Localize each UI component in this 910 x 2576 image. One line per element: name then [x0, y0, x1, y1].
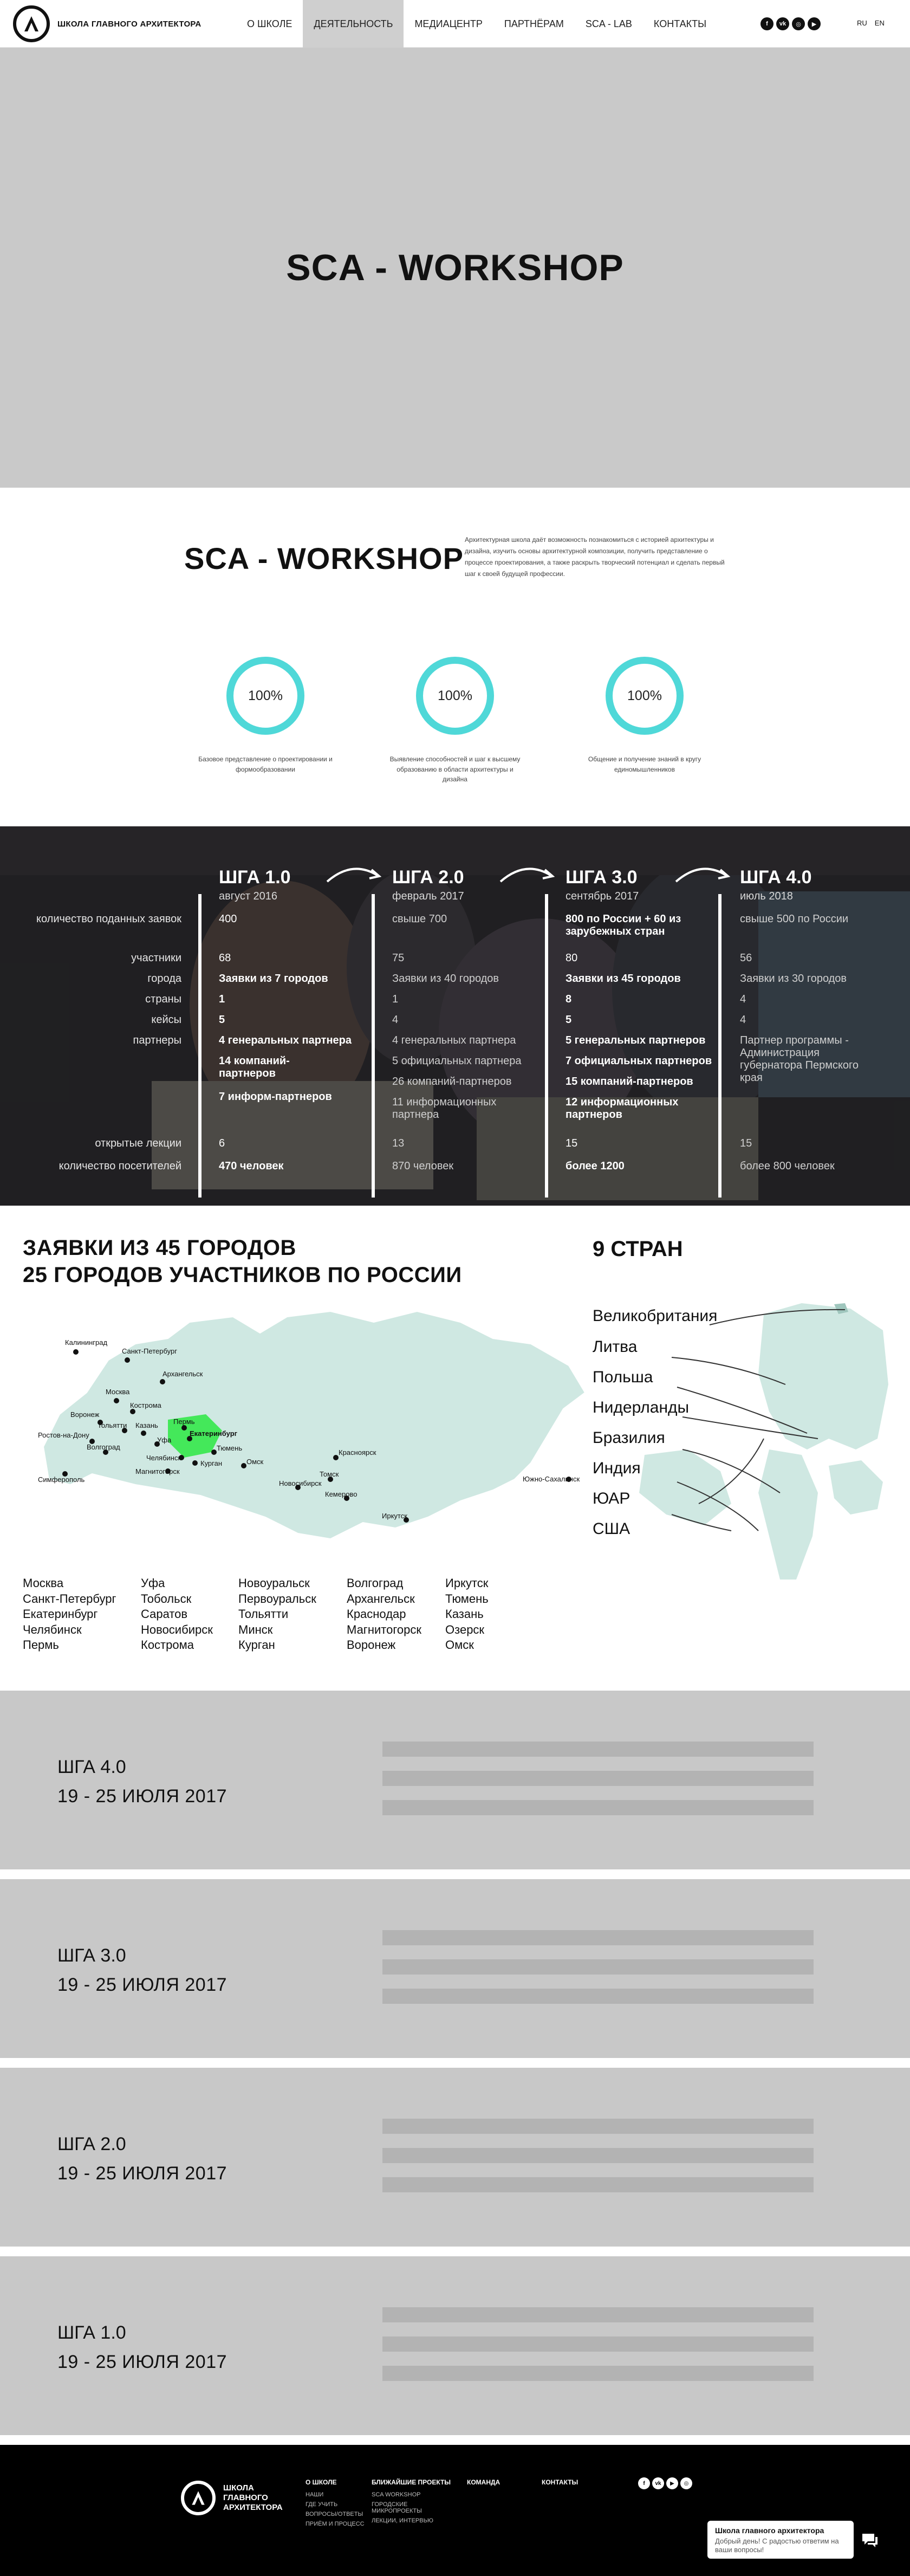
stat-value: 1	[392, 993, 399, 1005]
applications-heading: ЗАЯВКИ ИЗ 45 ГОРОДОВ	[23, 1236, 296, 1260]
placeholder-bar	[382, 2366, 814, 2381]
row-label: страны	[145, 993, 181, 1005]
progress-ring: 100%	[416, 657, 494, 735]
column-title: ШГА 3.0	[566, 867, 638, 888]
placeholder-bar	[382, 1742, 814, 1757]
city-name: Новосибирск	[141, 1622, 213, 1636]
stat-circle-caption: Выявление способностей и шаг к высшему образованию в области архитектуры и дизайна	[389, 755, 521, 784]
chat-bubble-icon[interactable]	[860, 2530, 880, 2550]
stat-value: свыше 700	[392, 913, 447, 925]
stat-value: 12 информационных партнеров	[566, 1096, 679, 1121]
city-name: Минск	[238, 1622, 273, 1636]
instagram-icon[interactable]: ◎	[792, 17, 805, 30]
chat-title: Школа главного архитектора	[715, 2526, 824, 2535]
row-label: города	[147, 973, 181, 985]
stat-value: 4	[740, 1014, 746, 1026]
placeholder-bar	[382, 2148, 814, 2163]
placeholder-bar	[382, 1930, 814, 1945]
stat-value: 7 информ-партнеров	[219, 1091, 332, 1103]
column-date: сентябрь 2017	[566, 890, 639, 902]
lang-ru[interactable]: RU	[857, 19, 867, 27]
intro-section	[0, 488, 910, 826]
map-city-label: Томск	[320, 1470, 339, 1478]
city-name: Пермь	[23, 1638, 59, 1652]
facebook-icon[interactable]: f	[638, 2477, 650, 2489]
arrow-icon	[674, 863, 733, 885]
nav-item-activity[interactable]: ДЕЯТЕЛЬНОСТЬ	[303, 0, 404, 48]
map-city-label: Воронеж	[70, 1410, 100, 1419]
city-name: Омск	[445, 1638, 474, 1652]
map-city-label: Екатеринбург	[190, 1429, 238, 1438]
nav-item-media[interactable]: МЕДИАЦЕНТР	[414, 18, 483, 29]
city-name: Челябинск	[23, 1622, 82, 1636]
country-label: Нидерланды	[593, 1399, 690, 1416]
city-name: Курган	[238, 1638, 275, 1652]
map-city-label: Москва	[106, 1388, 130, 1396]
stat-value: 5 генеральных партнеров	[566, 1034, 706, 1046]
youtube-icon[interactable]: ▶	[666, 2477, 678, 2489]
city-name: Озерск	[445, 1622, 485, 1636]
footer-socials	[638, 2477, 692, 2489]
stat-value: 4	[740, 993, 746, 1005]
stat-value: 400	[219, 913, 237, 925]
placeholder-bar	[382, 2119, 814, 2134]
event-date: 19 - 25 ИЮЛЯ 2017	[57, 2163, 227, 2184]
nav-item-partners[interactable]: ПАРТНЁРАМ	[504, 18, 564, 29]
footer-logo[interactable]	[181, 2481, 294, 2515]
stat-value: Заявки из 40 городов	[392, 973, 499, 985]
map-city-label: Красноярск	[339, 1448, 376, 1457]
arrow-icon	[498, 863, 558, 885]
map-city-label: Уфа	[157, 1436, 172, 1444]
hero-title: SCA - WORKSHOP	[286, 247, 624, 288]
map-city-label: Пермь	[173, 1418, 195, 1426]
placeholder-bar	[382, 1771, 814, 1786]
row-label: участники	[131, 952, 181, 964]
nav-item-about[interactable]: О ШКОЛЕ	[247, 18, 292, 29]
map-city-label: Курган	[200, 1459, 223, 1467]
stat-value: 6	[219, 1137, 225, 1149]
city-name: Москва	[23, 1576, 64, 1590]
column-date: июль 2018	[740, 890, 793, 902]
chat-text: Добрый день! С радостью ответим на ваши вопросы!	[715, 2537, 839, 2554]
column-divider	[718, 894, 722, 1198]
country-label: ЮАР	[593, 1490, 630, 1507]
stat-value: Партнер программы - Администрация губернатора Пермского края	[740, 1034, 859, 1084]
arrow-icon	[325, 863, 385, 885]
footer-column-head[interactable]: БЛИЖАЙШИЕ ПРОЕКТЫ	[372, 2478, 451, 2486]
stat-value: 13	[392, 1137, 405, 1149]
map-city-label: Тольятти	[98, 1421, 127, 1429]
youtube-icon[interactable]: ▶	[808, 17, 821, 30]
placeholder-bar	[382, 1800, 814, 1815]
stat-value: 800 по России + 60 из зарубежных стран	[566, 913, 681, 937]
map-city-label: Кострома	[130, 1401, 161, 1409]
placeholder-bar	[382, 1959, 814, 1975]
row-label: кейсы	[151, 1014, 181, 1026]
city-name: Тобольск	[141, 1591, 192, 1606]
stat-value: более 1200	[566, 1160, 625, 1172]
row-label: количество посетителей	[58, 1160, 181, 1172]
country-label: Литва	[593, 1338, 638, 1356]
city-name: Уфа	[141, 1576, 165, 1590]
site-header	[0, 0, 910, 48]
stat-value: 8	[566, 993, 572, 1005]
stat-value: 5 официальных партнера	[392, 1055, 522, 1067]
placeholder-bar	[382, 2336, 814, 2352]
event-name: ШГА 4.0	[57, 1757, 126, 1777]
city-name: Первоуральск	[238, 1591, 316, 1606]
progress-ring: 100%	[226, 657, 304, 735]
chat-widget[interactable]	[707, 2521, 854, 2559]
main-nav	[236, 0, 717, 48]
country-label: США	[593, 1520, 630, 1538]
site-footer	[0, 2445, 910, 2576]
map-city-label: Южно-Сахалинск	[523, 1475, 580, 1483]
stat-value: 15	[566, 1137, 578, 1149]
header-socials	[760, 17, 821, 30]
country-label: Бразилия	[593, 1429, 665, 1447]
stat-value: 7 официальных партнеров	[566, 1055, 712, 1067]
footer-column	[542, 2478, 578, 2491]
map-city-label: Магнитогорск	[135, 1467, 180, 1475]
geography-section	[0, 1206, 910, 1691]
stat-value: Заявки из 7 городов	[219, 973, 328, 985]
language-switcher	[857, 19, 885, 27]
nav-item-lab[interactable]: SCA - LAB	[585, 18, 632, 29]
russia-map	[27, 1300, 590, 1561]
stat-circle	[195, 657, 336, 774]
city-name: Кострома	[141, 1638, 194, 1652]
city-name: Тюмень	[445, 1591, 489, 1606]
footer-link[interactable]: ГОРОДСКИЕ МИКРОПРОЕКТЫ	[372, 2501, 422, 2514]
column-date: август 2016	[219, 890, 278, 902]
city-list-column	[347, 1576, 421, 1653]
stat-value: 1	[219, 993, 225, 1005]
city-name: Казань	[445, 1607, 484, 1621]
row-label: количество поданных заявок	[36, 913, 181, 925]
city-name: Екатеринбург	[23, 1607, 98, 1621]
instagram-icon[interactable]: ◎	[680, 2477, 692, 2489]
footer-column	[467, 2478, 500, 2491]
city-list-column	[23, 1576, 116, 1653]
intro-text: Архитектурная школа даёт возможность познакомиться с историей архитектуры и дизайна, изучить основы архитектурной композиции, получить представление о процессе проектирования, а также раскрыть творческий потенциал и сделать первый шаг к своей будущей профессии.	[465, 536, 725, 578]
country-label: Польша	[593, 1368, 653, 1386]
hero-banner	[0, 48, 910, 488]
stat-value: 56	[740, 952, 752, 964]
stat-value: 5	[566, 1014, 572, 1026]
map-city-label: Иркутск	[382, 1512, 407, 1520]
city-name: Архангельск	[347, 1591, 415, 1606]
event-name: ШГА 3.0	[57, 1945, 126, 1966]
map-city-label: Симферополь	[38, 1475, 85, 1484]
stats-section	[0, 826, 910, 1206]
footer-link[interactable]: ПРИЁМ И ПРОЦЕСС	[306, 2520, 365, 2527]
event-date: 19 - 25 ИЮЛЯ 2017	[57, 1975, 227, 1995]
vk-icon[interactable]: vk	[776, 17, 789, 30]
column-divider	[372, 894, 375, 1198]
event-name: ШГА 2.0	[57, 2134, 126, 2154]
stat-value: 870 человек	[392, 1160, 454, 1172]
footer-column-head[interactable]: КОНТАКТЫ	[542, 2478, 578, 2486]
intro-title: SCA - WORKSHOP	[184, 541, 464, 575]
city-name: Иркутск	[445, 1576, 489, 1590]
city-name: Новоуральск	[238, 1576, 310, 1590]
stat-value: 4	[392, 1014, 399, 1026]
progress-ring: 100%	[606, 657, 684, 735]
footer-link[interactable]: ГДЕ УЧИТЬ	[306, 2501, 338, 2508]
logo-title: ШКОЛА ГЛАВНОГО АРХИТЕКТОРА	[57, 19, 202, 29]
stats-column-4	[740, 867, 902, 1172]
stat-value: 4 генеральных партнера	[219, 1034, 352, 1046]
stat-value: Заявки из 45 городов	[566, 973, 681, 985]
map-city-label: Омск	[246, 1458, 264, 1466]
column-title: ШГА 2.0	[392, 867, 464, 888]
placeholder-bar	[382, 2307, 814, 2322]
map-city-label: Новосибирск	[279, 1479, 322, 1487]
country-label: Великобритания	[593, 1307, 718, 1325]
map-city-label: Калининград	[65, 1338, 108, 1347]
city-name: Волгоград	[347, 1576, 404, 1590]
lang-en[interactable]: EN	[874, 19, 885, 27]
cities-heading: 25 ГОРОДОВ УЧАСТНИКОВ ПО РОССИИ	[23, 1263, 462, 1287]
footer-link[interactable]: ВОПРОСЫ/ОТВЕТЫ	[306, 2510, 363, 2517]
stat-value: 75	[392, 952, 405, 964]
map-city-label: Архангельск	[162, 1370, 203, 1378]
column-title: ШГА 4.0	[740, 867, 812, 888]
map-city-label: Кемерово	[325, 1490, 358, 1498]
event-card[interactable]	[0, 1691, 910, 1869]
city-name: Воронеж	[347, 1638, 396, 1652]
map-city-label: Волгоград	[87, 1443, 120, 1451]
stat-value: 26 компаний-партнеров	[392, 1076, 512, 1088]
stat-value: 68	[219, 952, 231, 964]
footer-column-head[interactable]: КОМАНДА	[467, 2478, 500, 2486]
logo-icon	[181, 2481, 216, 2515]
placeholder-bar	[382, 2177, 814, 2192]
row-label: партнеры	[133, 1034, 181, 1046]
stat-value: 4 генеральных партнера	[392, 1034, 516, 1046]
facebook-icon[interactable]: f	[760, 17, 774, 30]
column-date: февраль 2017	[392, 890, 464, 902]
event-date: 19 - 25 ИЮЛЯ 2017	[57, 2352, 227, 2372]
city-name: Магнитогорск	[347, 1622, 421, 1636]
stat-value: более 800 человек	[740, 1160, 835, 1172]
stat-value: 11 информационных партнера	[392, 1096, 497, 1121]
column-divider	[545, 894, 548, 1198]
footer-link[interactable]: ЛЕКЦИИ, ИНТЕРВЬЮ	[372, 2517, 433, 2524]
city-list-column	[238, 1576, 316, 1653]
column-divider	[198, 894, 202, 1198]
map-city-label: Санкт-Петербург	[122, 1347, 177, 1355]
footer-column-head[interactable]: О ШКОЛЕ	[306, 2478, 337, 2486]
city-list-column	[141, 1576, 213, 1653]
stat-value: 80	[566, 952, 578, 964]
stat-circle-caption: Базовое представление о проектировании и формообразовании	[198, 755, 333, 773]
city-name: Саратов	[141, 1607, 188, 1621]
logo-icon	[13, 5, 50, 42]
stat-value: свыше 500 по России	[740, 913, 849, 925]
stat-circle	[385, 657, 525, 785]
event-card[interactable]	[0, 2068, 910, 2247]
map-city-label: Челябинск	[146, 1454, 181, 1462]
city-list-column	[445, 1576, 489, 1653]
countries-heading: 9 СТРАН	[593, 1237, 683, 1261]
footer-column	[372, 2478, 453, 2527]
footer-link[interactable]: SCA WORKSHOP	[372, 2491, 421, 2498]
vk-icon[interactable]: vk	[652, 2477, 664, 2489]
map-city-label: Ростов-на-Дону	[38, 1431, 89, 1439]
map-city-label: Казань	[135, 1421, 158, 1429]
footer-logo-title: ШКОЛА ГЛАВНОГО АРХИТЕКТОРА	[223, 2483, 283, 2512]
stat-value: 14 компаний-партнеров	[219, 1055, 290, 1079]
event-card[interactable]	[0, 1879, 910, 2058]
stat-value: 15	[740, 1137, 752, 1149]
city-name: Санкт-Петербург	[23, 1591, 116, 1606]
placeholder-bar	[382, 1989, 814, 2004]
stat-value: 5	[219, 1014, 225, 1026]
footer-link[interactable]: НАШИ	[306, 2491, 324, 2498]
column-title: ШГА 1.0	[219, 867, 291, 888]
events-list	[0, 1691, 910, 2435]
stat-value: Заявки из 30 городов	[740, 973, 847, 985]
footer-column	[306, 2478, 365, 2530]
map-city-label: Тюмень	[217, 1444, 243, 1452]
stat-value: 470 человек	[219, 1160, 284, 1172]
logo[interactable]	[13, 5, 202, 42]
country-label: Индия	[593, 1459, 641, 1477]
row-label: открытые лекции	[95, 1137, 181, 1149]
stat-value: 15 компаний-партнеров	[566, 1076, 693, 1088]
nav-item-contacts[interactable]: КОНТАКТЫ	[653, 18, 707, 29]
stat-circle	[574, 657, 715, 774]
event-date: 19 - 25 ИЮЛЯ 2017	[57, 1786, 227, 1807]
city-name: Тольятти	[238, 1607, 289, 1621]
city-name: Краснодар	[347, 1607, 406, 1621]
event-card[interactable]	[0, 2256, 910, 2435]
stat-circle-caption: Общение и получение знаний в кругу единомышленников	[588, 755, 701, 773]
event-name: ШГА 1.0	[57, 2322, 126, 2343]
